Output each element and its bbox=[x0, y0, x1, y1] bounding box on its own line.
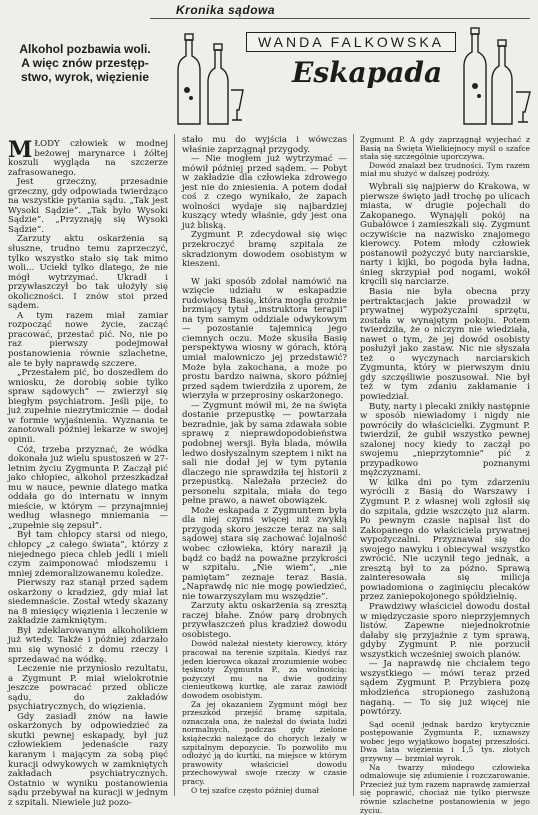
paragraph: A tym razem miał zamiar rozpocząć nowe życie, zacząć pracować, przestać pić. No, nie po raz pierwszy podejmował postanowienia równie szlachetne, ale te były naprawdę szczere. bbox=[8, 310, 168, 369]
paragraph: Za jej okazaniem Zygmunt mógł bez przeszkód przejść bramę szpitala, oznaczała ona, że należał do świata ludzi normalnych, podczas gdy zielone książeczki należące do chorych leżały w szpitalnym depozycie. To pozwoliło mu odłożyć ją do kurtki, na miejsce w którym prawowity właściciel dowodu przechowywał swoje rzeczy w czasie pracy. bbox=[182, 699, 347, 786]
paragraph: Buty, narty i plecaki znikły następnie w sposób niewiadomy i nigdy nie powróciły do właścicielki. Zygmunt P. twierdził, że gubił wszystko pewnej szalonej nocy kiedy to zaczął po swojemu „nieprzytomnie” pić z przypadkowo poznanymi mężczyznami. bbox=[360, 401, 530, 479]
paragraph: Zygmunt P. zdecydował się więc przekroczyć bramę szpitala ze skradzionym dowodem osobistym w kieszeni. bbox=[182, 230, 347, 270]
paragraph: — Zygmunt mówił mi, że na święta dostanie przepustkę — powtarzała bezradnie, jak by sama zdawała sobie sprawę z nieprawdopodobieństwa podobnej wersji. Była blada, mówiła ledwo dosłyszalnym szeptem i nikt na sali nie dodał jej w tym pytania dlaczego nie sprawdziła tej historii z przepustką. Należała przecież do personelu szpitala, miała do tego pełne prawo, a nawet obowiązek. bbox=[182, 400, 347, 507]
dropcap: M bbox=[8, 137, 33, 163]
paragraph: Wybrali się najpierw do Krakowa, w pierwsze święto jadł trochę po ulicach miasta, w drugie pojechali do Zakopanego. Wynajęli pokój na Gubałówce i zamieszkali się. Zygmunt oczywiście na nazwisko znajomego kierowcy. Potem młody człowiek postanowił pożyczyć buty narciarskie, narty i kijki, bo pogoda była ładna, śnieg skrzypiał pod nogami, wokół kręcili się narciarze. bbox=[360, 181, 530, 288]
bottle-icon bbox=[178, 40, 200, 124]
section-rubric: Kronika sądowa bbox=[172, 3, 279, 19]
paragraph: Basia nie była obecna przy pertraktacjach jakie prowadził w prywatnej wypożyczalni sprzętu, została w wynajętym pokoju. Potem twierdziła, że o niczym nie wiedziała, nawet o tym, że jej dowód osobisty posłużył jako zastaw. Nic nie słyszała też o wyczynach narciarskich Zygmunta, który w pierwszym dniu gdy szczęśliwie poszusował. Nie był też w tym zdaniu zakłamanie i powiedział. bbox=[360, 286, 530, 402]
bottle-icon bbox=[492, 46, 512, 124]
paragraph: Zarzuty aktu oskarżenia są zresztą raczej błahe. Znów parę drobnych przywłaszczeń plus kradzież dowodu osobistego. bbox=[182, 601, 347, 640]
glass-icon bbox=[516, 92, 530, 122]
paragraph: Pierwszy raz stanął przed sądem oskarżony o kradzież, gdy miał lat siedemnaście. Został wtedy skazany na 8 miesięcy więzienia i leczenie w zakładzie zamkniętym. bbox=[8, 578, 168, 627]
headline-line: Alkohol pozbawia woli. bbox=[19, 42, 151, 56]
paragraph: Był tam chłopcy starsi od niego, chłopcy „z całego świata”, którzy z niejednego pieca chleb jedli i mieli czym zaimponować młodszemu i mniej zdemoralizowanemu koledze. bbox=[8, 530, 168, 579]
paragraph: Zygmunt P. A gdy zaprzągnął wyjechać z Basią na Święta Wielkiejnocy myśl o szafce stała się szczególnie uporczywa. bbox=[360, 135, 530, 162]
paragraph: W jaki sposób zdołał namówić na wzięcie udziału w eskapadzie rudowłosą Basię, która mogła grożnie brzmiący tytuł „instruktora terapii” na tym samym oddziale odwykowym — pozostanie tajemnicą jego ciemnych oczu. Może skusiła Basię perspektywa wiosny w górach, którą umiał malowniczo jej przedstawić? Może była zakochana, a może po prostu bardzo naiwna, skoro później przed sądem twierdziła z uporem, że wierzyła w przeprosiny oskarżonego. bbox=[182, 276, 347, 402]
column-divider bbox=[174, 134, 175, 796]
paragraph: Dowód znalazł bez trudności. Tym razem miał mu służyć w dalszej podróży. bbox=[360, 160, 530, 179]
headline bbox=[10, 42, 160, 84]
paragraph: Sąd ocenił jednak bardzo krytycznie postępowanie Zygmunta P., uznawszy wobec jego wyjątkowo bogatej przeszłości. Dwa lata więzienia i 1,5 tys. złotych grzywny — brzmiał wyrok. bbox=[360, 719, 530, 763]
lead-paragraph: MŁODY człowiek w modnej beżowej marynarce i żółtej koszuli wygląda na szczerze zafrasowanego. bbox=[8, 137, 168, 178]
paragraph: Dowód należał niestety kierowcy, który pracował na terenie szpitala. Kiedyś raz jeden kierowca okazał zrozumienie wobec tęsknoty Zygmunta P., za wolnością: pożyczył mu na dwie godziny cienieutkową kurtkę, ale zaraz zawiódł dowodem osobistym. bbox=[182, 639, 347, 700]
column-3 bbox=[360, 136, 530, 815]
paragraph: W kilka dni po tym zdarzeniu wyrócili z Basią do Warszawy i Zygmunt P. z własnej woli zgłosił się do szpitala, gdzie wszczęto już alarm. Po pewnym czasie napisał list do Zakopanego do właściciela prywatnej wypożyczalni. Przyznawał się do swojego nawyku i obiecywał wszystko zwrócić. Nie uczynił tego jednak, a zresztą był to za późno. Sprawą zainteresowała się milicja powiadomiona o zaginięciu plecaków przez zaniepokojonego spółdzielnię. bbox=[360, 477, 530, 603]
paragraph: — Nie mogłem już wytrzymać — mówił później przed sądem. — Pobyt w zakładzie dla człowieka zdrowego jest nie do zniesienia. A potem dodał coś z czego wynikało, że zapach wolności wydaje się najbardziej kuszący wtedy właśnie, gdy jest ona już bliską. bbox=[182, 154, 347, 231]
paragraph: stało mu do wyjścia i wówczas właśnie zaprzągnął przygody. bbox=[182, 135, 347, 155]
paragraph: Jest grzeczny, przesadnie grzeczny, gdy odpowiada twierdząco na wszystkie pytania sądu. „Tak jest Wysoki Sądzie”. „Tak było Wysoki Sądzie”. „Przyznaję się Wysoki Sądzie”. bbox=[8, 177, 168, 235]
column-1 bbox=[8, 137, 168, 808]
paragraph: Na twarzy młodego człowieka odmalowuje się zdumienie i rozczarowanie. Przecież już tym razem naprawdę zamierzał się poprawić, chociaż nie tylko pierwsze równie szlachetne postanowienia w jego życiu. bbox=[360, 762, 530, 815]
author-byline: WANDA FALKOWSKA bbox=[246, 32, 456, 52]
paragraph: Gdy zasiadł znów na ławie oskarżonych by odpowiedzieć za skutki pewnej eskapady, był już człowiekiem jedenaście razy karanym i mającym za sobą pięć kuracji odwykowych w zamkniętych zakładach psychiatrycznych. Ostatnio w wyniku postanowienia sądu przebywał na kuracji w jednym z szpitali. Niewiele już pozo- bbox=[8, 711, 168, 808]
glass-icon bbox=[231, 90, 243, 120]
paragraph: Leczenie nie przyniosło rezultatu, a Zygmunt P. miał wielokrotnie jeszcze powracać przed oblicze sądu, do zakładów psychiatrycznych, do więzienia. bbox=[8, 664, 168, 713]
paragraph: O tej szafce często później dumał bbox=[191, 785, 319, 795]
paragraph: — Ja naprawdę nie chciałem tego wszystkiego — mówi teraz przed sądem Zygmunt P. Przybiera pozę młodzieńca stropionego zasłużoną naganą. — To się już więcej nie powtórzy. bbox=[360, 659, 530, 718]
rubric-rule bbox=[150, 18, 530, 19]
paragraph: Może eskapada z Zygmuntem była dla niej czymś więcej niż zwykłą przygodą skoro jeszcze teraz na sali sądowej stara się zachować lojalność wobec człowieka, który naraził ją bądź co bądź na poważne przykrości w szpitalu. „Nie wiem”, „nie pamiętam” zeznaje teraz Basia. „Naprawdę nic nie mogę powiedzieć, nie towarzyszyłam mu wszędzie”. bbox=[182, 505, 347, 602]
paragraph: Zarzuty aktu oskarżenia są słuszne, trudno temu zaprzeczyć, tylko wszystko stało się tak mimo woli... Uciekł tylko dlatego, że nie mógł wytrzymać. Ukradł i przywłaszczył bo tak ułożyły się okoliczności. I znów stoi przed sądem. bbox=[8, 234, 168, 312]
headline-line: stwo, wyrok, więzienie bbox=[20, 70, 150, 84]
column-2 bbox=[182, 136, 347, 795]
bottle-icon bbox=[208, 50, 228, 124]
bottle-icon bbox=[464, 34, 486, 124]
column-divider bbox=[353, 134, 354, 796]
paragraph: Był zdeklarowanym alkoholikiem już wtedy. Także i później zdarzało mu się wynosić z domu rzeczy i sprzedawać na wódkę. bbox=[8, 625, 168, 665]
headline-line: A więc znów przestęp- bbox=[21, 56, 149, 70]
article-title: Eskapada bbox=[292, 56, 443, 89]
paragraph: Prawdziwy właściciel dowodu dostał w międzyczasie sporo nieprzyjemnych listów. Zapewne niejednokrotnie dałaby się przyjaźnie z tym sprawą, gdyby Zygmunt P. nie porzucił wszystkich wcześniej swoich planów. bbox=[360, 602, 530, 660]
paragraph: „Przestałem pić, bo doszedłem do wniosku, że dorobię sobie tylko spraw sądowych” — zwierzył się biegłym psychiatrom. Jeśli pije, to już zupełnie niezrytmicznie — dodał w formie wyjaśnienia. Wyznania te zanotowali później lekarze w swojej opinii. bbox=[8, 368, 168, 445]
paragraph: Cóż, trzeba przyznać, że wódka dokonała już wielu spustoszeń w 27-letnim życiu Zygmunta P. Zaczął pić jako chłopiec, alkohol przeszkadzał mu w nauce, pewnie dlatego matka oddała go do internatu w innym mieście, w którym — przynajmniej według własnego mniemania — „zupełnie się zepsuł”. bbox=[8, 444, 168, 531]
